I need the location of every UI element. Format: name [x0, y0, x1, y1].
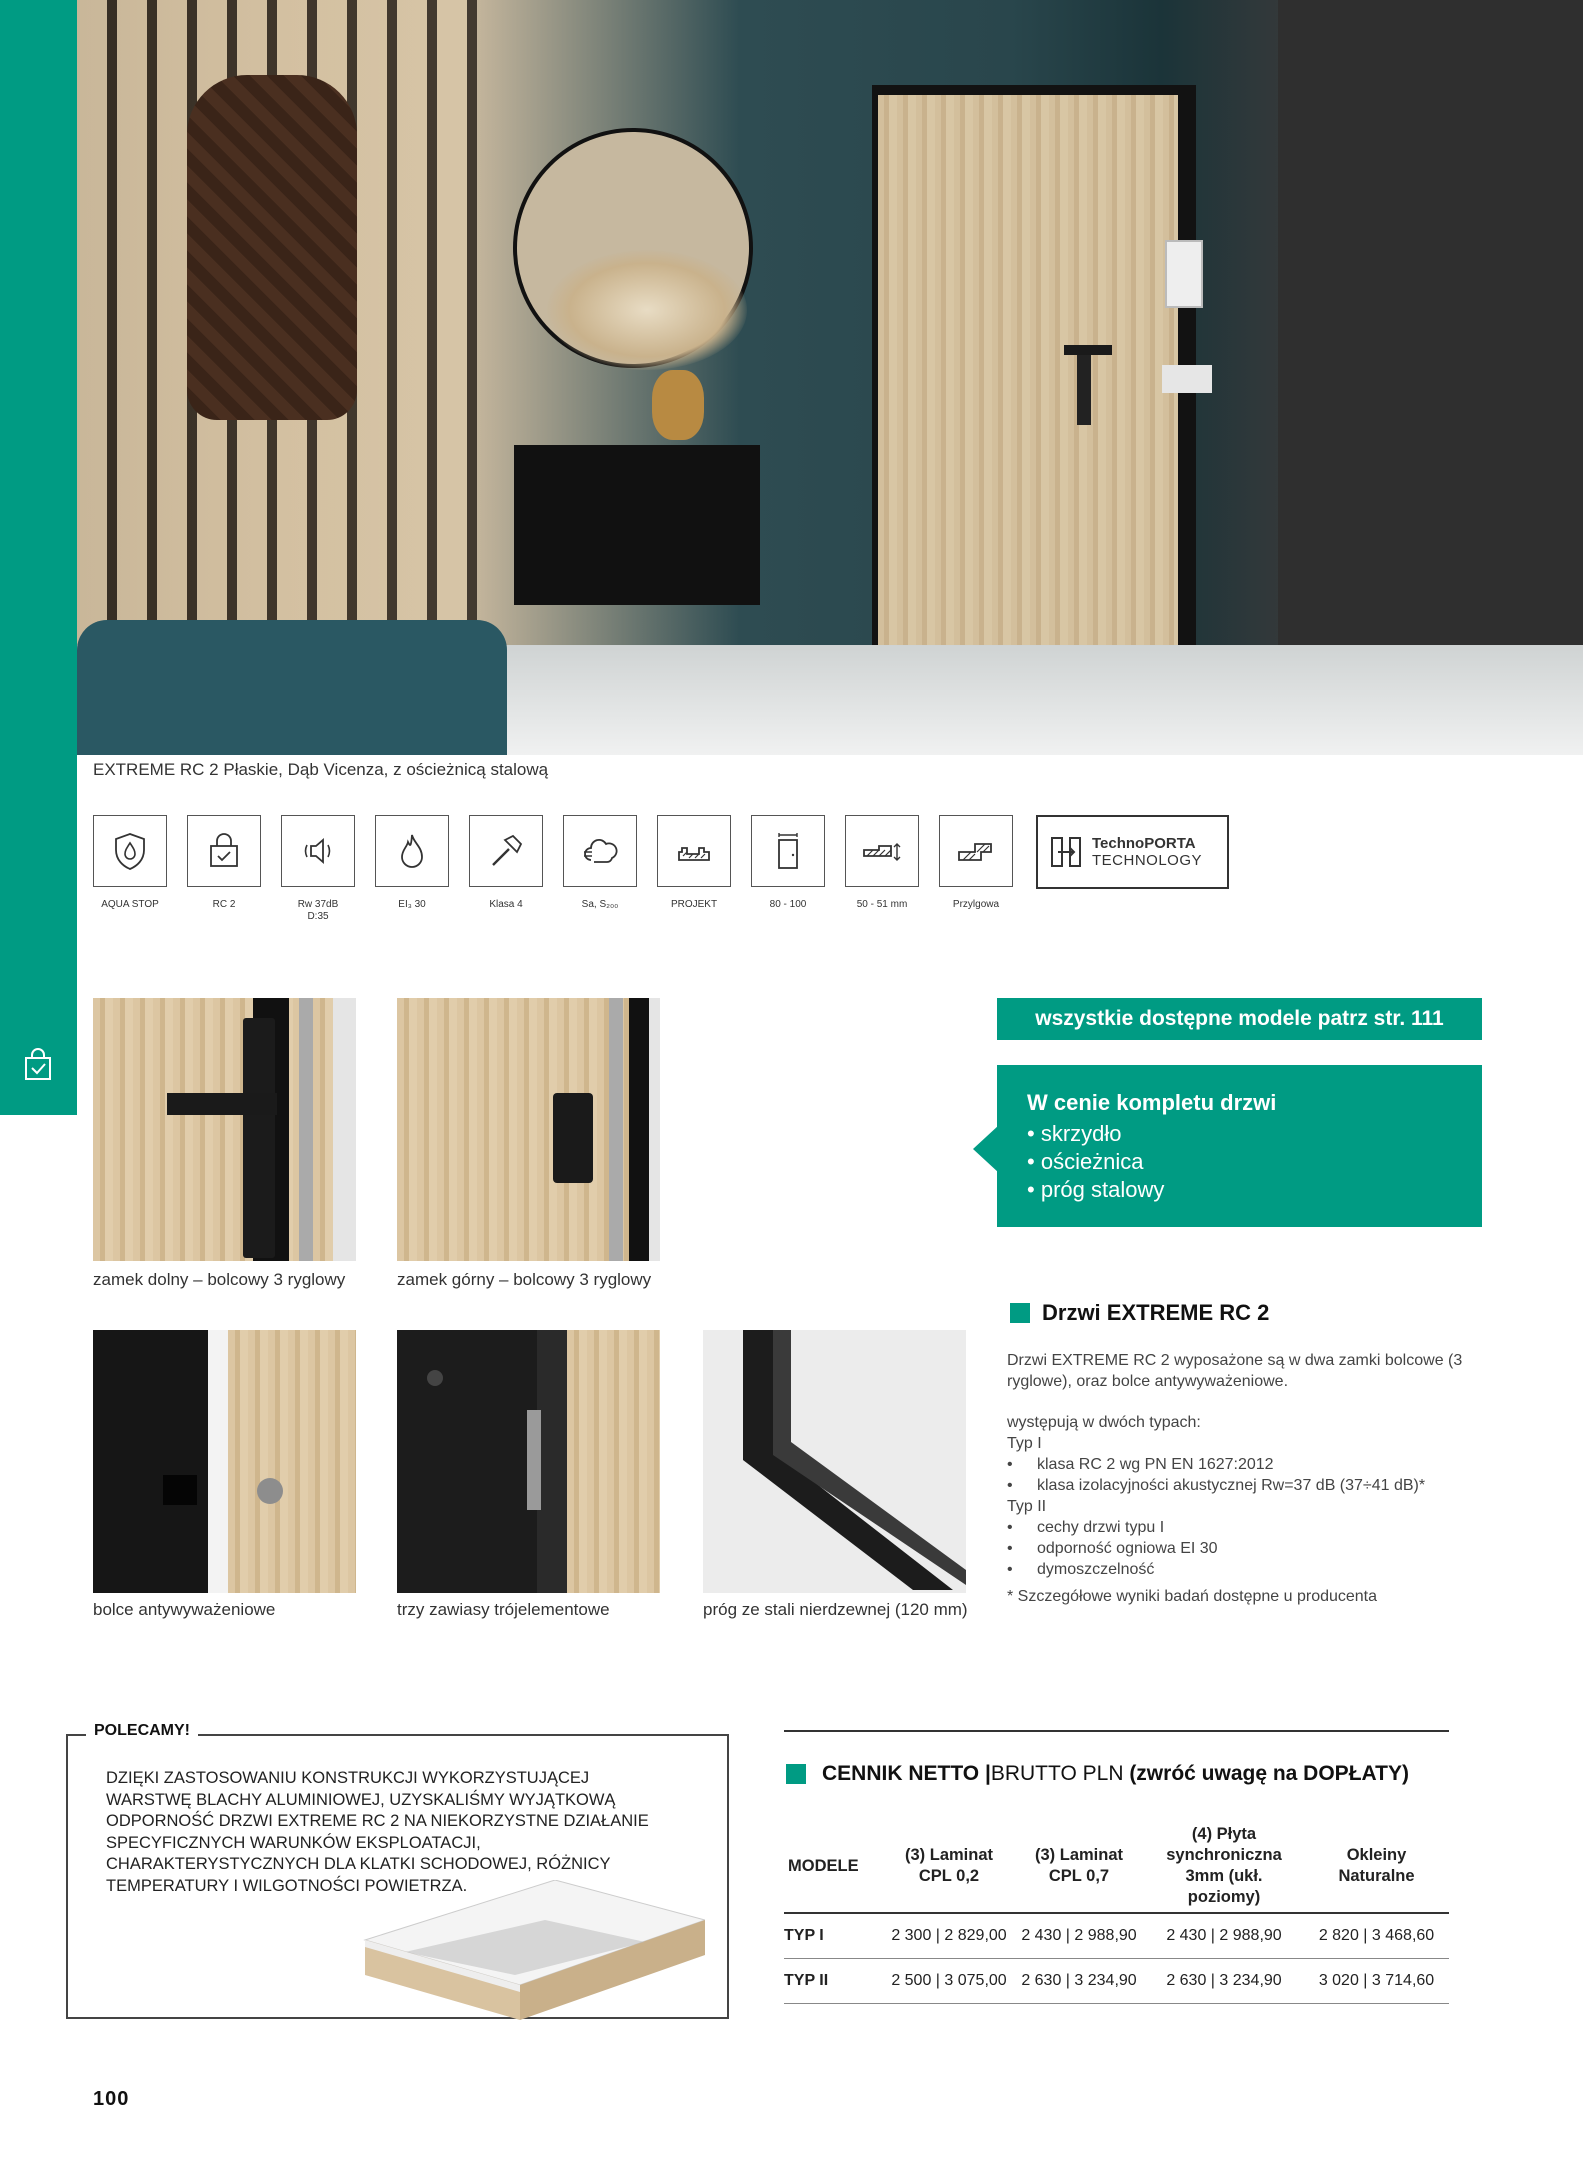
- flame-icon: [391, 830, 433, 872]
- door-width-icon: [767, 830, 809, 872]
- door-profile-icon: [673, 830, 715, 872]
- header-models: MODELE: [784, 1820, 884, 1913]
- set-contents-box: W cenie kompletu drzwi • skrzydło • ościeżnica • próg stalowy: [997, 1065, 1482, 1227]
- smoke-cloud-icon: [579, 830, 621, 872]
- water-drop-shield-icon: [109, 830, 151, 872]
- photo-lower-lock: [93, 998, 356, 1261]
- side-accent-bar: [0, 0, 77, 1115]
- page-number: 100: [93, 2088, 130, 2110]
- table-row: TYP II 2 500 | 3 075,00 2 630 | 3 234,90 2 630 | 3 234,90 3 020 | 3 714,60: [784, 1958, 1449, 2003]
- feature-thickness: 50 - 51 mm: [845, 815, 919, 911]
- set-box-pointer: [973, 1125, 999, 1173]
- padlock-check-icon: [203, 830, 245, 872]
- recommend-title: POLECAMY!: [86, 1722, 198, 1740]
- hero-interior-photo: [77, 0, 1583, 755]
- technoporta-badge: TechnoPORTA TECHNOLOGY: [1036, 815, 1229, 889]
- shopping-bag-check-icon: [22, 1048, 54, 1082]
- table-row: TYP I 2 300 | 2 829,00 2 430 | 2 988,90 2 430 | 2 988,90 2 820 | 3 468,60: [784, 1913, 1449, 1958]
- photo-caption: EXTREME RC 2 Płaskie, Dąb Vicenza, z ościeżnicą stalową: [93, 760, 549, 779]
- feature-rc2: RC 2: [187, 815, 261, 911]
- rebated-edge-icon: [955, 830, 997, 872]
- caption-anti-burglary: bolce antywyważeniowe: [93, 1600, 276, 1619]
- feature-fire: EI₃ 30: [375, 815, 449, 911]
- all-models-link[interactable]: wszystkie dostępne modele patrz str. 111: [997, 998, 1482, 1040]
- feature-class4: Klasa 4: [469, 815, 543, 911]
- feature-icons-row: [93, 815, 1243, 925]
- photo-hinges: [397, 1330, 660, 1593]
- technoporta-logo-icon: [1048, 832, 1084, 872]
- photo-anti-burglary-bolts: [93, 1330, 356, 1593]
- feature-project: PROJEKT: [657, 815, 731, 911]
- photo-threshold: [703, 1330, 966, 1593]
- photo-upper-lock: [397, 998, 660, 1261]
- price-top-rule: [784, 1730, 1449, 1732]
- caption-hinges: trzy zawiasy trójelementowe: [397, 1600, 610, 1619]
- caption-upper-lock: zamek górny – bolcowy 3 ryglowy: [397, 1270, 652, 1289]
- product-title: Drzwi EXTREME RC 2: [1010, 1300, 1269, 1326]
- speaker-sound-icon: [297, 830, 339, 872]
- door-layers-illustration: [345, 1880, 705, 2020]
- price-title: CENNIK NETTO | BRUTTO PLN (zwróć uwagę na DOPŁATY): [786, 1762, 1409, 1786]
- recommend-text: DZIĘKI ZASTOSOWANIU KONSTRUKCJI WYKORZYSTUJĄCEJ WARSTWĘ BLACHY ALUMINIOWEJ, UZYSKALIŚMY WYJĄTKOWĄ ODPORNOŚĆ DRZWI EXTREME RC 2 NA NIEKORZYSTNE DZIAŁANIE SPECYFICZNYCH WARUNKÓW EKSPLOATACJI, CHARAKTERYSTYCZNYCH DLA KLATKI SCHODOWEJ, RÓŻNICY TEMPERATURY I WILGOTNOŚCI POWIETRZA.: [106, 1769, 649, 1895]
- product-description: Drzwi EXTREME RC 2 wyposażone są w dwa zamki bolcowe (3 ryglowe), oraz bolce antywyważeniowe. występują w dwóch typach: Typ I • klasa RC 2 wg PN EN 1627:2012 • klasa izolacyjności akustycznej Rw=37 dB (37÷41 dB)* Typ II • cechy drzwi typu I • odporność ogniowa EI 30 • dymoszczelność * Szczegółowe wyniki badań dostępne u producenta: [1007, 1350, 1477, 1607]
- feature-rebated: Przylgowa: [939, 815, 1013, 911]
- feature-acoustic: Rw 37dB D:35: [281, 815, 355, 923]
- feature-smoke: Sa, S₂₀₀: [563, 815, 637, 911]
- caption-threshold: próg ze stali nierdzewnej (120 mm): [703, 1600, 968, 1619]
- caption-lower-lock: zamek dolny – bolcowy 3 ryglowy: [93, 1270, 346, 1289]
- feature-aqua-stop: AQUA STOP: [93, 815, 167, 911]
- feature-width: 80 - 100: [751, 815, 825, 911]
- thickness-icon: [861, 830, 903, 872]
- price-table: MODELE (3) Laminat CPL 0,2 (3) Laminat CPL 0,7 (4) Płyta synchroniczna 3mm (ukł. poziomy) Okleiny Naturalne TYP I 2 300 | 2 829,00 2 430 | 2 988,90 2 430 | 2 988,90 2 820 | 3 468,60 TYP II 2 500 | 3 075,00 2 630 | 3 234,90 2 630 | 3 234,90 3 020 | 3 714,60: [784, 1820, 1449, 2004]
- hammer-icon: [485, 830, 527, 872]
